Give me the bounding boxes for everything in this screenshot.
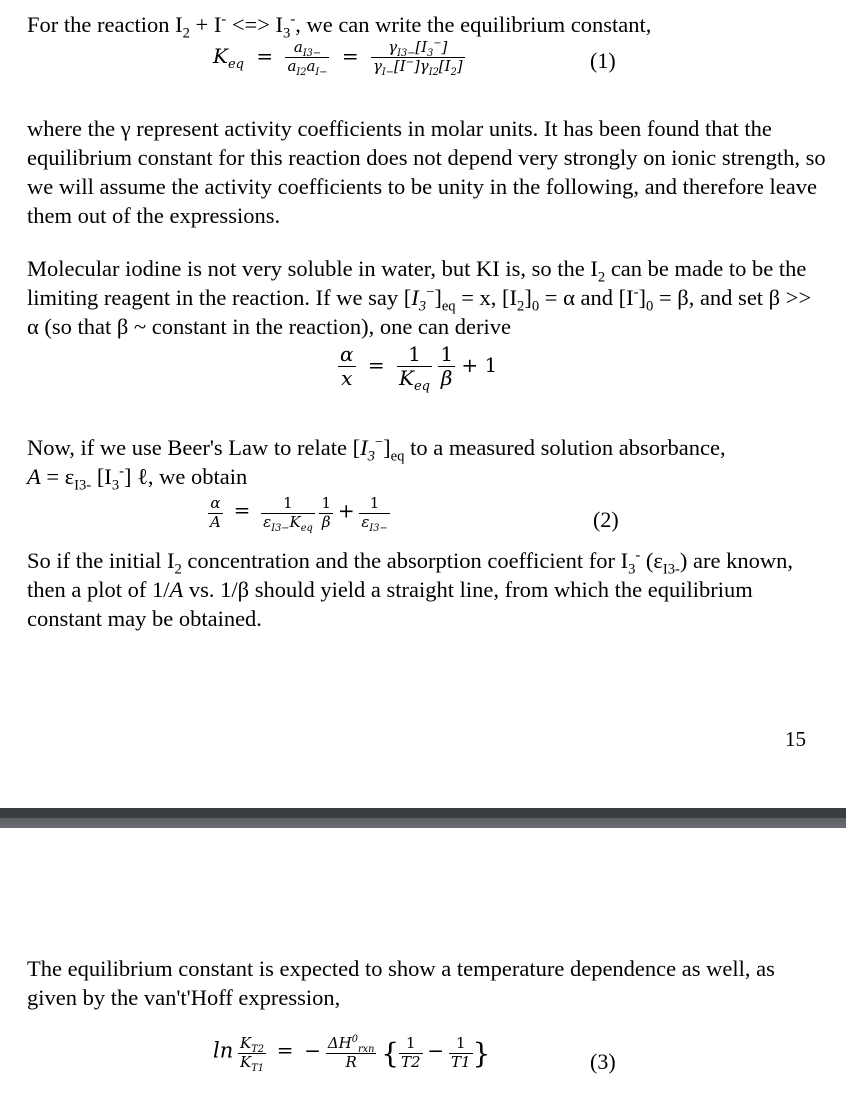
eq3-inv-t2: $\frac{1}{T2}$ [401, 1034, 421, 1071]
derived-lhs-fraction: $\frac{\alpha}{x}$ [340, 342, 354, 390]
eq1-fraction-activity: $\frac{a_{I3-}}{a_{I2}a_{I-}}$ [287, 38, 328, 78]
equation-1-number: (1) [590, 48, 616, 73]
eq1-fraction-concentration: $\frac{\gamma_{I3-}[I_3^-]}{\gamma_{I-}[I^-]\gamma_{I2}[I_2]}$ [372, 38, 463, 78]
equation-derived: $\frac{\alpha}{x}$ = $\frac{1}{K_{eq}}$ $\frac{1}{\beta}$ + 1 [340, 342, 498, 394]
derived-beta-fraction: $\frac{1}{\beta}$ [440, 342, 454, 390]
eq2-beta-fraction: $\frac{1}{\beta}$ [321, 494, 332, 531]
eq3-inv-t1: $\frac{1}{T1}$ [450, 1034, 471, 1071]
equation-1: $K_{eq}$ = $\frac{a_{I3-}}{a_{I2}a_{I-}}$ = $\frac{\gamma_{I3-}[I_3^-]}{\gamma_{I-}[I^-]\gamma_{I2}[I_2]}$ [213, 38, 463, 78]
intro-line: For the reaction $I_2 + I^-$ <=> $I_3^-$, we can write the equilibrium constant, [27, 11, 652, 42]
equation-3: ln $\frac{K_{T2}}{K_{T1}}$ = − $\frac{\Delta H^0_{rxn}}{R}$ { $\frac{1}{T2}$ − $\frac{1}{T1}$ } [213, 1034, 491, 1074]
paragraph-activity: where the γ represent activity coefficients in molar units. It has been found that the equilibrium constant for this reaction does not depend very strongly on ionic strength, so we will assume the activity coefficients to be unity in the following, and therefore leave them out of the expressions. [27, 116, 826, 228]
eq2-lhs-fraction: $\frac{\alpha}{A}$ [210, 494, 221, 531]
eq3-k-ratio: $\frac{K_{T2}}{K_{T1}}$ [240, 1034, 264, 1074]
paragraph-limiting-reagent: Molecular iodine is not very soluble in water, but KI is, so the $I_2$ can be made to be the limiting reagent in the reaction. If we say $[I_3^-]_{eq} = x$, $[I_2]_0 = \alpha$ and $[I^-]_0 = \beta$, and set β >> α (so that β ~ constant in the reaction), one can derive [27, 256, 812, 339]
document-page-2 [0, 828, 846, 1098]
paragraph-vant-hoff: The equilibrium constant is expected to show a temperature dependence as well, as given by the van't'Hoff expression, [27, 956, 775, 1010]
derived-keq-fraction: $\frac{1}{K_{eq}}$ [399, 342, 430, 394]
paragraph-plot: So if the initial $I_2$ concentration and the absorption coefficient for $I_3^-$ $(\varepsilon_{I3-})$ are known, then a plot of 1/A vs. 1/β should yield a straight line, from which the equilibrium constant may be obtained. [27, 547, 793, 631]
eq2-slope-fraction: $\frac{1}{\varepsilon_{I3-}K_{eq}}$ [263, 494, 313, 534]
eq2-intercept-fraction: $\frac{1}{\varepsilon_{I3-}}$ [361, 494, 388, 534]
equation-2-number: (2) [593, 507, 619, 532]
paragraph-beers-law: Now, if we use Beer's Law to relate $[I_3^-]_{eq}$ to a measured solution absorbance, $A = \varepsilon_{I3-}$ $[I_3^-]$ ℓ, we obtain [27, 434, 726, 494]
page-number: 15 [785, 727, 806, 751]
page-separator [0, 808, 846, 828]
equation-3-number: (3) [590, 1049, 616, 1074]
eq3-enthalpy-fraction: $\frac{\Delta H^0_{rxn}}{R}$ [327, 1034, 375, 1071]
equation-2: $\frac{\alpha}{A}$ = $\frac{1}{\varepsilon_{I3-}K_{eq}}$ $\frac{1}{\beta}$ + $\frac{1}{\varepsilon_{I3-}}$ [210, 494, 388, 534]
